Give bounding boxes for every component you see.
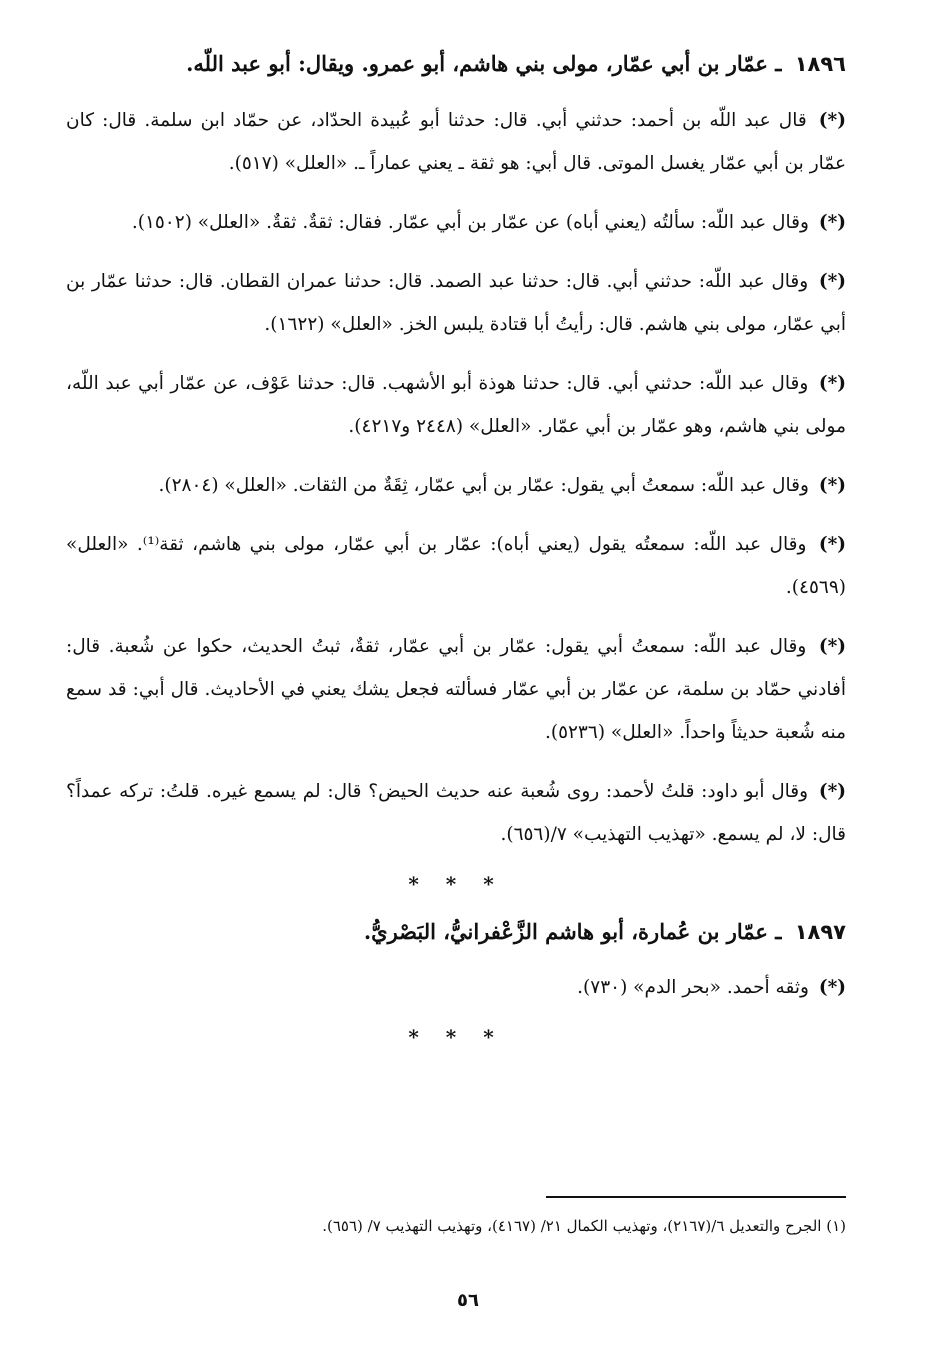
asterisk-marker: (*) bbox=[818, 372, 846, 394]
narration-paragraph bbox=[66, 966, 846, 1009]
entry-number: ١٨٩٧ bbox=[794, 919, 846, 944]
asterisk-marker: (*) bbox=[818, 211, 846, 233]
footnote-divider bbox=[546, 1196, 846, 1198]
paragraph-text: وقال عبد اللّه: حدثني أبي. قال: حدثنا عبد الصمد. قال: حدثنا عمران القطان. قال: حدثنا عمّار بن أبي عمّار، مولى بني هاشم. قال: رأيتُ أبا قتادة يلبس الخز. «العلل» (١٦٢٢). bbox=[66, 270, 846, 335]
asterisk-marker: (*) bbox=[818, 780, 846, 802]
narration-paragraph bbox=[66, 464, 846, 507]
paragraph-text: وقال عبد اللّه: سمعتُه يقول (يعني أباه): عمّار بن أبي عمّار، مولى بني هاشم، ثقة⁽¹⁾. «العلل» (٤٥٦٩). bbox=[66, 533, 846, 598]
entry-title: ـ عمّار بن عُمارة، أبو هاشم الزَّعْفرانيُّ، البَصْريُّ. bbox=[363, 918, 782, 944]
asterisk-marker: (*) bbox=[818, 109, 846, 131]
narration-paragraph bbox=[66, 523, 846, 609]
entry-number: ١٨٩٦ bbox=[794, 52, 846, 76]
paragraph-text: وقال عبد اللّه: سمعتُ أبي يقول: عمّار بن أبي عمّار، ثِقَةٌ من الثقات. «العلل» (٢٨٠٤). bbox=[158, 474, 809, 496]
narration-paragraph bbox=[66, 770, 846, 856]
asterisk-marker: (*) bbox=[818, 635, 846, 657]
entry-heading-1897 bbox=[66, 916, 846, 949]
narration-paragraph bbox=[66, 260, 846, 346]
asterisk-marker: (*) bbox=[818, 977, 846, 998]
narration-paragraph bbox=[66, 625, 846, 754]
asterisk-marker: (*) bbox=[818, 533, 847, 555]
narration-paragraph bbox=[66, 362, 846, 448]
paragraph-text: وثقه أحمد. «بحر الدم» (٧٣٠). bbox=[577, 977, 809, 998]
paragraph-text: وقال أبو داود: قلتُ لأحمد: روى شُعبة عنه حديث الحيض؟ قال: لم يسمع غيره. قلتُ: تركه عمداً؟ قال: لا، لم يسمع. «تهذيب التهذيب» ٧/(٦٥٦). bbox=[66, 780, 846, 845]
section-separator: * * * bbox=[408, 871, 504, 896]
narration-paragraph bbox=[66, 99, 846, 185]
paragraph-text: وقال عبد اللّه: حدثني أبي. قال: حدثنا هوذة أبو الأشهب. قال: حدثنا عَوْف، عن عمّار أبي عبد اللّه، مولى بني هاشم، وهو عمّار بن أبي عمّار. «العلل» (٢٤٤٨ و٤٢١٧). bbox=[66, 372, 846, 437]
asterisk-marker: (*) bbox=[818, 474, 846, 496]
paragraph-text: وقال عبد اللّه: سألتُه (يعني أباه) عن عمّار بن أبي عمّار. فقال: ثقةٌ. ثقةٌ. «العلل» (١٥٠٢). bbox=[131, 211, 809, 233]
narration-paragraph bbox=[66, 201, 846, 244]
paragraph-text: وقال عبد اللّه: سمعتُ أبي يقول: عمّار بن أبي عمّار، ثقةٌ، ثبتُ الحديث، حكوا عن شُعبة. قال: أفادني حمّاد بن سلمة، عن عمّار بن أبي عمّار فسألته فجعل يشك يعني في الأحاديث. قال أبي: قد سمع منه شُعبة حديثاً واحداً. «العلل» (٥٢٣٦). bbox=[66, 635, 846, 743]
footnote: (١) الجرح والتعديل ٦/(٢١٦٧)، وتهذيب الكمال ٢١/ (٤١٦٧)، وتهذيب التهذيب ٧/ (٦٥٦). bbox=[322, 1217, 846, 1235]
section-separator: * * * bbox=[408, 1025, 504, 1049]
paragraph-text: قال عبد اللّه بن أحمد: حدثني أبي. قال: حدثنا أبو عُبيدة الحدّاد، عن حمّاد ابن سلمة. قال: كان عمّار بن أبي عمّار يغسل الموتى. قال أبي: هو ثقة ـ يعني عماراً ـ. «العلل» (٥١٧). bbox=[66, 109, 846, 174]
page-content bbox=[66, 40, 846, 1069]
entry-heading-1896 bbox=[66, 48, 846, 81]
asterisk-marker: (*) bbox=[818, 270, 846, 292]
page-number: ٥٦ bbox=[457, 1290, 479, 1311]
entry-title: ـ عمّار بن أبي عمّار، مولى بني هاشم، أبو عمرو. ويقال: أبو عبد اللّه. bbox=[186, 51, 782, 76]
